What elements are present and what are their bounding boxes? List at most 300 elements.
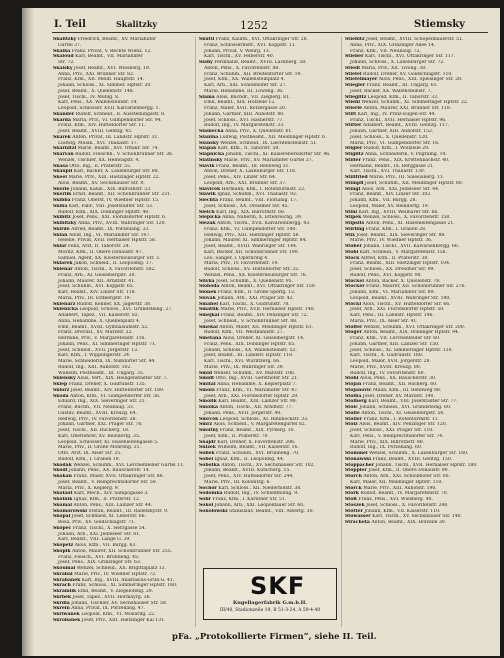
entry-details: Franz, Maler, XVII. Ottakringer Str. 88. (73, 474, 165, 479)
entry-surname: Skoda (53, 393, 69, 399)
entry-details: Otto, Ing., XVIII. Gersthofer Str. 21. (215, 376, 299, 382)
entry-details: Anna, Hebamme, X. Keplerplatz 7. (217, 382, 297, 387)
entry-details: Maria, Priv., IX. Alser Str. 41. (350, 318, 418, 324)
entry-details: Franz, Kfm., II. Große Sperlg. 12. (217, 290, 296, 295)
entry-surname: Skopec (53, 525, 72, 531)
entry-details: Franz, Kfm., VI. Mariahilfer Str. 47. (216, 387, 299, 393)
entry-details: Karl, Ing., XVIII. Anastasius-Grün-G. 41. (81, 577, 175, 583)
entry-surname: Skrach (53, 583, 71, 589)
column-divider (341, 37, 342, 627)
entry-details: Johann, Pens., XI. Simmeringer Hptstr. 71. (58, 341, 157, 347)
entry-surname: Slapak (199, 146, 217, 152)
entry-surname: Stommel (345, 451, 368, 456)
entry-details: Franz, Beamt., XII. Ruckerg. 60. (362, 382, 438, 387)
entry-details: Josef, Beamt., III. Landstr. Hptstr. 118. (204, 353, 294, 359)
entry-details: Rudolf, Pens., XVI. Koppstr. 90. (350, 272, 423, 278)
page-footer-note: pFa. „Protokollierte Firmen“, siehe II. Teil. (172, 632, 377, 642)
entry-details: Rudolf, Schloss., XV. Hütteldorfer Str. 32. (204, 267, 300, 272)
entry-surname: Sokolowski (199, 508, 228, 514)
entry-surname: Sobel (199, 456, 214, 462)
entry-details: Karl, Ing., IV. Prinz-Eugen-Str. 44. (357, 111, 436, 117)
entry-details: Johann, Pens., XVII. Jörgerstr. 49. (204, 410, 282, 416)
entry-details: Ferdinand, Beamt., XVIII. Lacknerg. 58. (214, 60, 307, 65)
entry-details: Johann, Kfm., VII. Kaiserstr. 110. (364, 508, 441, 514)
entry-details: Gürtel 37. (58, 42, 82, 48)
entry-surname: Skarda (53, 117, 71, 123)
entry-surname: Skander (53, 111, 75, 117)
column-divider (195, 37, 196, 627)
entry-details: Wenzel, Schuhm., XVI. Ottakringer Str. 200. (363, 324, 466, 330)
entry-surname: Stöger (345, 330, 362, 336)
entry-details: Ludwig, Musik., XVI. Thaliastr. 17. (58, 140, 138, 146)
entry-details: Marie, Priv., XVII. Hernalser Hptstr. 140. (220, 307, 315, 313)
entry-details: Leopold, Maler, XVII. Jörgerstr. 28. (350, 359, 431, 364)
entry-details: Franz, Beamt., XIII. Hietzinger Hptstr. 104. (350, 261, 451, 267)
entry-details: Johann, Kfm., VII. Burgg. 28. (350, 198, 417, 203)
entry-details: Leopold, Schlosser, XI. Hasenleitengasse 5. (58, 439, 159, 445)
entry-details: Marie, Priv., III. Kolonitzg. 6. (204, 479, 271, 485)
entry-surname: Storck (345, 485, 362, 491)
entry-details: Karl, Bäcker, X. Laxenburger Str. 88. (73, 169, 160, 175)
entry-details: Wenzel, Schuhm., XI. Simmeringer Hptstr. 22. (361, 100, 469, 106)
entry-details: Franz, Fleisch., XVI. Brunneng. 45. (58, 554, 140, 560)
entry-details: Johann, Kanzl., XIX. Billrothstr. 23. (70, 186, 152, 192)
entry-surname: Skerle (53, 186, 70, 192)
entry-details: Hermine, Priv., V. Margaretenstr. 116. (58, 336, 146, 341)
entry-surname: Skolaut (53, 491, 73, 497)
entry-details: Emil, Beamt., V. Ziegelofeng. 29. (77, 589, 154, 594)
entry-details: Johann, Gärtner, XXI. Prager Str. 78. (58, 422, 143, 428)
entry-surname: Slezak (199, 221, 216, 226)
skf-advertisement (203, 568, 337, 620)
entry-surname: Stipsits (345, 221, 365, 226)
entry-details: Karl, Oberlehrer, XV. Reindorfg. 35. (58, 433, 141, 439)
entry-details: Josef, Bäcker, XX. Wallensteinstr. 7. (350, 88, 432, 94)
entry-details: Leopold, Arb., XXI. Brünner Str. 37. (204, 180, 287, 186)
entry-surname: Skrbek (53, 594, 72, 600)
entry-details: Karl, Fabr., VIII. Josefstädter Str. 53. (68, 203, 154, 209)
entry-details: Karl, Pens., V. Reinprechtsdorfer Str. 74. (350, 433, 444, 439)
header-first-name: Skalitzky (116, 19, 158, 29)
entry-details: Samuel, Agent, XX. Klosterneuburger Str. 3. (58, 255, 161, 261)
entry-surname: Sokol (199, 502, 214, 508)
entry-details: Josef, Schmied, XI. Leberstr. 66. (71, 514, 146, 520)
entry-details: Adalbert, Tapez., VII. Kaiserstr. 82. (58, 313, 140, 318)
entry-details: Josef, Kfm., XX. Wallensteinplatz 4. (204, 77, 285, 83)
entry-details: Leopold, Schloss., XVI. Grundsteing. 27. (79, 307, 173, 313)
entry-details: Johann, Maurer, XI. Simmeringer Hptstr. 84. (204, 238, 307, 244)
entry-details: Karl, Pens., XX. Wallensteinstr. 14. (58, 100, 138, 106)
entry-surname: Sohr (199, 497, 212, 502)
entry-surname: Slivka (199, 278, 215, 284)
entry-surname: Slovak (199, 295, 216, 301)
entry-surname: Skirde (53, 226, 70, 232)
header-rule (52, 32, 488, 33)
entry-surname: Sklensky (53, 376, 76, 382)
entry-details: Rudolf, Ing., IV. Favoritenstr. 60. (350, 370, 425, 376)
entry-details: Franz, Beamt., XIV. Linzer Str. 302. (350, 192, 432, 198)
entry-surname: Slansky (199, 140, 219, 146)
entry-details: Alois, Vert., XIX. Heiligenstädter Str. 7. (77, 376, 168, 382)
entry-surname: Skutil (199, 37, 215, 42)
directory-entry (53, 618, 189, 624)
entry-details: Hermann, Kfm., I. Rotenturmstr. 22. (221, 186, 306, 192)
entry-surname: Stipek (345, 215, 362, 221)
entry-details: Rudolf, Ing., IV. Schleifmühlg. 9. (223, 491, 299, 497)
entry-details: Anton, Beamt., XIX. Hofzeile 30. (371, 520, 447, 525)
header-last-name: Stiemsky (414, 19, 465, 30)
entry-details: Alois, Kfm., VII. Burgg. 63. (74, 543, 137, 548)
entry-details: Friedrich, Beamt., XV. Mariahilfer (77, 37, 157, 42)
entry-details: Franz, Drechsl., XV. Märzstr. 22. (58, 330, 133, 336)
entry-details: Karl, Tischl., XV. Sechshauser Str. 140. (372, 514, 462, 520)
entry-details: Karl, Maler, XII. Meidlinger Hptstr. 110. (350, 479, 443, 485)
entry-details: Wenzel, Pens., XX. Klosterneuburger Str. 76. (204, 272, 307, 278)
entry-details: Josef, Arb., XXI. Floridsdorfer Hptstr. 50. (350, 307, 445, 313)
entry-details: Leopold, Schlosser, XVII. Kalvarienbergg. 1. (58, 106, 160, 111)
entry-details: Anton, Arb., XXI. Schloßhofer Str. 60. (363, 474, 451, 479)
entry-details: Karl, Beamt., VIII. Lange G. 39. (58, 537, 131, 543)
entry-details: Karl, Dreher, X. Favoritenstr. 206. (217, 439, 296, 445)
entry-details: Gustav, Beamt., XVIII. Kreuzg. 64. (58, 410, 137, 416)
entry-surname: Stocker (345, 284, 365, 290)
entry-details: Franz, Pens., XIX. Döblinger Hptstr. 65. (204, 341, 296, 347)
entry-details: Johann, Maurer, XII. Arndtstr. 41. (58, 278, 136, 284)
entry-details: Josef, Beamt., X. Quellenstr. 148. (58, 88, 135, 94)
entry-details: Franz, Beamt., XIV. Penzinger Str. 72. (220, 313, 309, 318)
entry-details: Marie, Priv., XIII. Auhofstr. 190. (363, 485, 437, 491)
entry-surname: Stojanovic (345, 387, 372, 393)
entry-details: Josef, Schneid., XVII. Jörgerstr. 13. (58, 347, 139, 353)
entry-details: Leopold, Schloss., XI. Rinnböckstr. 33. (219, 416, 309, 422)
entry-details: Josef, Beamt., XVIII. Schopenhauerstr. 51. (366, 37, 464, 42)
entry-surname: Sklar (53, 244, 67, 249)
entry-surname: Stork (345, 491, 359, 497)
entry-details: Karl, Beamt., VIII. Josefstädter Str. 77. (368, 399, 458, 405)
entry-details: Wilhelm, Beamt., VII. Kaiserstr. 16. (217, 445, 299, 451)
entry-details: Johann, Pens., XX. Rauscherstr. 14. (68, 468, 151, 474)
entry-details: Josef, Beamt., V. Reinprechtsdorfer Str. 50. (58, 479, 158, 485)
entry-surname: Skiba (53, 203, 68, 209)
entry-surname: Smahel (199, 301, 218, 307)
entry-surname: Sobotka (199, 462, 220, 468)
entry-details: Karl, Schloss., XII. Niederhofstr. 38. (218, 485, 302, 491)
entry-surname: Sklenicka (53, 307, 78, 313)
entry-surname: Sodomka (199, 491, 223, 497)
entry-surname: Stieber (345, 54, 364, 60)
entry-details: Josef, Schloss., XXI. Prager Str. 110. (350, 428, 434, 433)
entry-details: Marie, Priv., III. Salesianerg. 11. (369, 175, 445, 180)
entry-surname: Stoffel (345, 324, 362, 330)
entry-surname: Skriwanek (53, 612, 80, 617)
entry-surname: Skomal (53, 502, 72, 508)
entry-surname: Skarvan (53, 152, 74, 157)
directory-page (22, 8, 500, 656)
entry-surname: Sobek (199, 451, 215, 456)
entry-details: Alois, Dreher, XI. Geiselbergstr. 14. (222, 336, 305, 341)
entry-details: Anton, Tischl., XVII. Kalvarienbergg. 43. (217, 221, 311, 226)
entry-details: Ignaz, Kfm., II. Praterstr. 12. (73, 497, 141, 502)
entry-details: Josef, Priv., XIII. Hietzinger Kai 131. (81, 617, 166, 623)
entry-surname: Sklarek (53, 261, 73, 267)
entry-surname: Skrdla (53, 600, 70, 606)
entry-details: Adalbert, Beamt., XVIII. Gentzg. 117. (362, 123, 450, 129)
entry-surname: Skeel (53, 175, 67, 180)
entry-details: Rudolf, Kfm., VII. Westbahnstr. 27. (204, 330, 284, 336)
entry-details: Leo, Sänger, I. Opernring 4. (204, 255, 269, 261)
entry-details: Franz, Kfm., I. Rotenturmstr. 11. (363, 416, 440, 422)
entry-surname: Stoß (345, 497, 357, 502)
entry-details: Franz, Beamt., XVIII. Gentzg. 150. (372, 456, 453, 462)
entry-details: Franz, Pens., XVI. Wiesberg. 40. (358, 497, 433, 502)
entry-surname: Stillfried (345, 175, 368, 180)
entry-details: Wenzel, Schuhm., XV. Märzstr. 106. (213, 370, 296, 376)
entry-surname: Skopal (53, 514, 71, 520)
entry-details: Ignaz, Kfm., II. Leopoldsg. 44. (214, 456, 285, 462)
entry-details: Josef, Pens., XIV. Linzer Str. 64. (204, 175, 277, 180)
entry-details: Franz, Kfm., I. Kärntner Str. 51. (212, 497, 287, 502)
entry-details: Johann, Arb., XXI. Prager Str. 42. (217, 295, 294, 301)
entry-details: Alois, Beamt., XV. Sechshauser Str. 9. (58, 180, 145, 186)
entry-details: Jakob, Schneid., II. Leopoldsg. 17. (74, 261, 154, 267)
entry-details: Josef, Schloss., XX. Dresdner Str. 45. (204, 203, 289, 209)
entry-surname: Stieglitz (345, 94, 367, 100)
entry-details: Franz, Kfm., XIV. Hütteldorfer Str. 11. (58, 123, 146, 129)
entry-details: Emil, Beamt., XIX. Hofzeile 12. (204, 100, 276, 106)
entry-details: Anna, Priv., XVIII. Währinger Str. 120. (78, 221, 166, 226)
entry-details: Maria, Priv., XII. Tivolig. 38. (361, 65, 427, 71)
entry-details: Franz, Kfm., I. Graben 28. (365, 226, 427, 232)
entry-details: Franz, Kfm., VII. Neubaug. 72. (350, 48, 421, 54)
entry-details: Felix, Arzt, II. Taborstr. 24. (67, 244, 131, 249)
entry-details: Karl, Beamt., XIII. Lainzer Str. 98. (218, 399, 298, 405)
entry-details: Johann, Schloss., X. Laxenburger Str. 72. (350, 60, 445, 65)
entry-details: Anton, Maurer, XII. Schönbrunner Str. 255. (71, 548, 173, 554)
entry-details: Karl, Arb., XXI. Schloßhofer Str. 27. (204, 83, 287, 88)
entry-surname: Snizek (199, 445, 216, 451)
entry-details: Karl, Tischl., XVI. Thaliastr. 130. (350, 169, 426, 175)
entry-surname: Smetana (199, 336, 222, 341)
entry-details: Ignaz, Schuhm., XVI. Thaliastr. 92. (217, 192, 298, 198)
entry-details: Anna, Priv., X. Quellenstr. 61. (224, 129, 293, 134)
entry-surname: Stimpfl (345, 180, 364, 186)
entry-details: Karl, Ing., XVIII. Weimarer Str. 66. (358, 209, 439, 215)
entry-surname: Stöckel (345, 278, 364, 284)
entry-surname: Stolz (345, 422, 358, 428)
entry-details: Johann, Schloss., XX. Wallensteinstr. 52. (204, 347, 297, 353)
entry-surname: Stolle (345, 410, 360, 416)
entry-details: Franz, Privat, V. Rechte Wienz. 12. (71, 48, 152, 54)
entry-details: Anton, Pens., XI. Hasenleitengasse 21. (365, 221, 455, 226)
entry-surname: Stiedl (345, 65, 360, 71)
entry-surname: Stöckl (345, 301, 362, 307)
entry-surname: Skoumal (53, 566, 76, 571)
entry-details: Karl, Kfm., II. Taborstr. 59. (217, 146, 280, 152)
entry-details: Franz, Kfm., VII. Lerchenfelder Str. 60. (350, 336, 441, 341)
entry-details: Josef, Arb., XXI. Floridsdorfer Hptstr. 29. (204, 393, 299, 399)
entry-surname: Sklenarz (53, 301, 76, 307)
directory-column-2 (199, 37, 335, 627)
entry-details: Johann, Gärtner, XIII. Auhofstr. 152. (350, 129, 434, 134)
entry-details: Rudolf, Ing., IX. Porzellang. 60. (350, 445, 423, 451)
entry-details: Franz, Tischl., X. Herzgasse 54. (72, 525, 147, 531)
entry-surname: Stiehl (345, 100, 361, 106)
entry-details: Karl, Tischl., X. Gudrunstr. 78. (219, 301, 290, 307)
entry-details: Franz, Maler, XVII. Rötzergasse 20. (204, 106, 287, 111)
entry-details: Josef, Tischl., IV. Mühlg. 8. (58, 94, 120, 100)
entry-details: Josef, Beamt., XIV. Hütteldorfer Str. 189. (70, 387, 165, 393)
entry-surname: Slonek (199, 290, 217, 295)
entry-details: Wenzel, Schloss., X. Favoritenstr. 150. (362, 215, 451, 221)
entry-surname: Skasa (53, 163, 68, 169)
entry-details: Anton, Tischl., XV. Sechshauser Str. 102. (221, 462, 315, 468)
entry-details: Anna, Privat, IX. Porzellang. 47. (71, 606, 146, 612)
entry-details: Anton, Maler, XII. Meidlinger Hptstr. 61. (219, 324, 314, 330)
entry-surname: Sleich (199, 209, 215, 215)
entry-details: Alfred, Beamt., IX. Porzellang. 33. (71, 226, 150, 232)
entry-details: Karl, Ing., XIX. Billrothstr. 60. (216, 209, 286, 215)
entry-details: Anton, Pens., XIII. Lainzer Str. 44. (73, 502, 153, 508)
entry-details: Marie, Priv., XVIII. Kreuzg. 80. (350, 364, 422, 370)
entry-surname: Stift (345, 111, 357, 117)
entry-surname: Slawik (199, 192, 216, 198)
entry-details: Johann, Privat, V. Wehrg. 13. (204, 48, 271, 54)
entry-details: Josef, Tapez., XVII. Hormayrg. 36. (72, 594, 151, 600)
entry-details: Wenzel, Schneid., IX. Liechtensteinstr. 51. (220, 140, 318, 146)
entry-surname: Slapnicka (199, 152, 225, 157)
entry-surname: Skopetz (53, 543, 74, 548)
entry-details: Franz, Schuhm., XII. Breitenfurter Str. 19. (204, 71, 302, 77)
entry-details: Franz, Beamt., III. Ungarg. 61. (366, 83, 438, 88)
entry-details: Maria, Priv., VI. Gumpendorfer Str. 94. (72, 117, 162, 123)
entry-details: Franz, Beamt., VIII. Florianig. 17. (219, 198, 298, 203)
entry-details: Leopold, Maler, XV. Reindorfg. 19. (350, 203, 430, 209)
entry-details: Rudolf, Beamt., IV. Margaretenstr. 70. (360, 491, 449, 497)
entry-surname: Smrcek (199, 416, 219, 422)
entry-surname: Smutny (199, 428, 219, 433)
entry-surname: Skokan (53, 474, 72, 479)
entry-details: Josef, Schneid., V. Schönbrunner Str. 88. (204, 318, 298, 324)
entry-details: Alois, Tischl., XV. Hütteldorfer Str. 66. (362, 301, 451, 307)
entry-surname: Smekal (199, 324, 218, 330)
entry-surname: Stierle (345, 106, 363, 111)
entry-details: Anna, Priv., XXI. Brünner Str. 82. (58, 71, 135, 77)
entry-details: Anton, Tischl., XII. Arndtstr. 77. (219, 405, 293, 410)
entry-details: Josef, Kfm., II. Obere Donaustr. 90. (368, 468, 450, 474)
entry-details: Johann, Gärtner, XIII. Lainzer Str. 150. (350, 341, 440, 347)
entry-details: Rudolf, Ing., XIII. Auhofstr. 102. (58, 364, 132, 370)
entry-details: Josef, Pens., XIV. Hütteldorfer Str. 244. (204, 474, 294, 479)
entry-details: Marie, Priv., II. Große Mohreng. 21. (58, 445, 141, 451)
entry-details: Karl, Tischl., X. Gudrunstr. 160. (350, 353, 424, 359)
entry-details: Marie, Priv., IV. Wiedner Hptstr. 72. (74, 571, 157, 577)
entry-surname: Skibitz (53, 215, 71, 221)
entry-surname: Stix (345, 232, 355, 238)
entry-surname: Stifter (345, 123, 362, 129)
entry-details: Alois, Schneid., V. Margaretengürtel 82. (213, 422, 307, 428)
entry-surname: Skodak (53, 462, 72, 468)
entry-surname: Slamecka (199, 129, 224, 134)
entry-surname: Skerlik (53, 192, 72, 198)
entry-surname: Stigler (345, 146, 363, 152)
entry-details: Karl, Tischl., XV. Felberstr. 40. (204, 54, 275, 60)
entry-details: Ernst, Beamt., XII. Schönbrunner Str. 231. (72, 192, 172, 198)
entry-details: Karl, Bäcker, XII. Schönbrunner Str. 190. (204, 249, 300, 255)
entry-details: Franz, Dreher, X. Gudrunstr. 135. (68, 382, 147, 387)
entry-surname: Stöppler (345, 468, 367, 474)
entry-details: Milan, Kfm., III. Rennweg 88. (372, 387, 442, 393)
entry-surname: Slepicka (199, 215, 221, 221)
entry-details: Josef, Schuhm., XVI. Koppstr. 65. (58, 284, 135, 290)
entry-details: Josef, Schloss., XX. Dresdner Str. 99. (350, 267, 435, 272)
entry-details: Alois, Arb., XXI. Jedleseer Str. 44. (361, 186, 440, 192)
entry-surname: Slavik (199, 163, 215, 169)
entry-surname: Smejkal (199, 313, 220, 318)
entry-details: Marie, Beamt., XVI. Ottakr. Str. 74. (77, 146, 159, 152)
entry-details: Moritz, Kfm., II. Obere Donaustr. 47. (58, 249, 143, 255)
entry-surname: Stini (345, 209, 358, 215)
entry-details: Johann, Tischl., XVII. Kalvarienbergg. 66. (363, 244, 460, 249)
entry-surname: Smid (199, 370, 213, 376)
entry-details: Adolf, Ing., VI. Mariahilfer Str. 107. (68, 232, 151, 238)
entry-surname: Stiegler (345, 83, 366, 88)
entry-details: Johann, Gärtner, XIII. Auhofstr. 48. (204, 111, 285, 117)
entry-details: Alois, Buchdr., VII. Zieglerg. 81. (216, 94, 291, 100)
entry-details: Hedwig, Priv., XIII. Hietzinger Hptstr. 58. (204, 232, 300, 238)
entry-details: Marie, Priv., XIII. Hietzinger Hptstr. 22. (68, 175, 161, 180)
entry-surname: Smolka (199, 405, 218, 410)
entry-details: Leopold, Kfm., II. Taborstr. 33. (367, 94, 439, 100)
entry-details: Marie, Hebamme, III. Löweng. 36. (204, 88, 284, 94)
directory-column-1 (53, 37, 189, 627)
entry-details: Marie, Priv., XV. Mariahilfer Gürtel 27. (223, 157, 314, 163)
entry-surname: Sloboda (199, 284, 220, 290)
entry-surname: Stoppacher (345, 462, 375, 468)
entry-details: Josef, Tischl., XII. Ruckerg. 18. (58, 428, 130, 433)
book-gutter (22, 8, 34, 656)
entry-details: Wenzel, Tischler, XX. Hellwagstr. 4. (58, 157, 140, 163)
entry-details: Marie, Priv., IV. Wiedner Hptstr. 36. (350, 238, 433, 244)
entry-details: Karl, Pens., III. Landstr. Hptstr. 146. (350, 313, 434, 318)
header-part-label: I. Teil (54, 19, 86, 30)
entry-details: Franz, Maurer, XII. Schönbrunner Str. 276. (366, 284, 466, 290)
entry-details: Rudolf, Kellner, XX. Jägerstr. 38. (76, 301, 152, 307)
entry-details: Leopold, Beamt., XVIII. Währinger Str. 180. (350, 295, 451, 301)
directory-entry (345, 520, 488, 526)
entry-surname: Stiller (345, 157, 361, 163)
entry-surname: Stoller (345, 416, 363, 422)
entry-surname: Sklan (53, 232, 68, 238)
entry-details: Maria, Priv., IV. Favoritenstr. 14. (204, 261, 279, 267)
entry-details: Rudolf, Schneid., II. Ausstellungsstr. 8. (75, 111, 166, 117)
entry-surname: Stirling (345, 226, 365, 232)
entry-details: Franz, Beamt., III. Rennweg 51. (215, 163, 290, 169)
entry-details: Josef, Schloss., X. Quellenstr. 120. (350, 134, 429, 140)
page-number: 1252 (240, 19, 268, 32)
entry-details: Anton, Beamt., XVI. Ottakringer Str. 150. (220, 284, 317, 290)
entry-surname: Skrabanek (53, 577, 81, 583)
entry-details: Karl, Mech., XIV. Sampogasse 3. (74, 491, 149, 497)
entry-details: Anton, Kfm., VI. Gumpendorfer Str. 56. (70, 393, 161, 399)
entry-details: Anna, Hebamme, X. Quellenplatz 4. (58, 318, 141, 324)
entry-surname: Skramlik (53, 589, 77, 594)
entry-details: Josef, Schloss., XI. Simmeringer Hptstr. 130. (350, 347, 453, 353)
entry-details: Josef, Beamt., XVIII. Gentzg. 45. (58, 129, 133, 134)
entry-details: Karl, Kfm., I. Wipplingerstr. 24. (58, 353, 131, 359)
entry-surname: Strachota (345, 520, 370, 525)
entry-details: Karl, Schneid., V. Margaretenstr. 156. (359, 249, 448, 255)
entry-details: Johann, Beamt., XVIII. Kutscherg. 15. (204, 468, 291, 474)
